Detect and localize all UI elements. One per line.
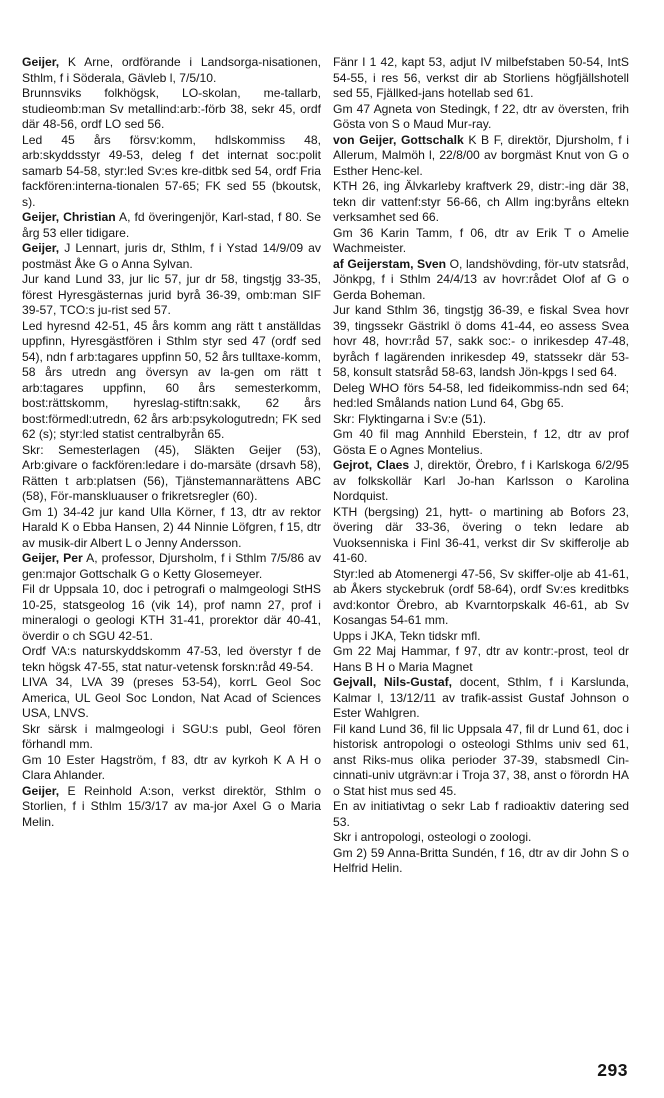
entry-text-paragraph bbox=[22, 722, 321, 753]
entry-text: J Lennart, juris dr, Sthlm, f i Ystad 14/9/09 av postmäst Åke G o Anna Sylvan. bbox=[22, 241, 321, 271]
entry-text-paragraph bbox=[22, 675, 321, 722]
entry-text: Styr:led ab Atomenergi 47-56, Sv skiffer-olje ab 41-61, ab Åkers styckebruk (ordf 58-64), ordf Sv:es kreditbks avd:kontor Örebro, ab Kvarntorpskalk 46-61, ab Sv Kosangas 54-61 mm. bbox=[333, 566, 629, 627]
entry-paragraph bbox=[333, 257, 629, 304]
entry-name: Geijer, bbox=[22, 55, 60, 69]
entry-text-paragraph bbox=[333, 55, 629, 102]
entry-text: Skr i antropologi, osteologi o zoologi. bbox=[333, 830, 532, 844]
entry-text-paragraph bbox=[22, 272, 321, 319]
entry-text: Gm 47 Agneta von Stedingk, f 22, dtr av översten, frih Gösta von S o Maud Mur-ray. bbox=[333, 101, 629, 131]
entry-name: Geijer, Per bbox=[22, 551, 83, 565]
entry-text: O, landshövding, för-utv statsråd, Jönkpg, f i Sthlm 24/4/13 av hovr:rådet Olof af G o Gerda Boheman. bbox=[333, 256, 629, 302]
entry-text-paragraph bbox=[22, 86, 321, 133]
entry-text: Gm 22 Maj Hammar, f 97, dtr av kontr:-prost, teol dr Hans B H o Maria Magnet bbox=[333, 644, 629, 674]
entry-text: Gm 10 Ester Hagström, f 83, dtr av kyrkoh K A H o Clara Ahlander. bbox=[22, 752, 321, 782]
entry-text-paragraph bbox=[333, 427, 629, 458]
entry-text: Fil kand Lund 36, fil lic Uppsala 47, fil dr Lund 61, doc i historisk antropologi o osteologi Sthlms univ sed 61, anst Riks-mus olika perioder 37-39, stabsmedl Cin-cinnati-univ utgrävn:ar i Troja 37, 38, anst o förordn HA o Stat hist mus sed 45. bbox=[333, 721, 629, 798]
entry-text: K Arne, ordförande i Landsorga-nisationen, Sthlm, f i Söderala, Gävleb l, 7/5/10. bbox=[22, 55, 321, 85]
entry-name: Gejvall, Nils-Gustaf, bbox=[333, 675, 453, 689]
entry-text: Gm 2) 59 Anna-Britta Sundén, f 16, dtr av dir John S o Helfrid Helin. bbox=[333, 845, 629, 875]
entry-text: Skr: Flyktingarna i Sv:e (51). bbox=[333, 411, 487, 426]
entry-text-paragraph bbox=[333, 303, 629, 381]
entry-text: Jur kand Sthlm 36, tingstjg 36-39, e fiskal Svea hovr 39, tingssekr Gästrikl ö doms 41-44, eo assess Svea hovr 48, hovr:råd 57, sakk soc:- o inrikesdep 47-48, byråch f lagärenden inrikesdep 49, statssekr där 53-58, konsult statsråd 58-63, landsh Jön-kpgs l sed 64. bbox=[333, 303, 629, 379]
entry-text: Led hyresnd 42-51, 45 års komm ang rätt t anställdas uppfinn, Hyresgästfören i Sthlm styr sed 47 (ordf sed 54), ndn f arb:tagares uppfinn 50, 52 års tulltaxe-komm, 58 års utredn ang översyn av la-gen om rätt t arb:tagares uppfinn, 60 års semesterkomm, bost:rättskomm, hyreslag-stiftn:sakk, 62 års bost:förmedl:utredn, 62 års arb:psykologutredn; FK sed 62 (s); styr:led statist centralbyrån 65. bbox=[22, 318, 321, 441]
entry-text-paragraph bbox=[22, 582, 321, 644]
entry-text-paragraph bbox=[333, 846, 629, 877]
entry-paragraph bbox=[22, 784, 321, 831]
entry-paragraph bbox=[22, 55, 321, 86]
entry-text-paragraph bbox=[333, 722, 629, 800]
entry-text: KTH (bergsing) 21, hytt- o martining ab Bofors 23, övering där 33-36, övering o tekn ledare ab Vuoksenniska i Finl 36-41, verkst dir Sv skifferolje ab 41-60. bbox=[333, 504, 629, 565]
entry-text: Fänr I 1 42, kapt 53, adjut IV milbefstaben 50-54, IntS 54-55, i res 56, verkst dir ab Storliens högfjällshotell sed 55, Fjällked-jans hotellab sed 61. bbox=[333, 55, 629, 100]
entry-text: Jur kand Lund 33, jur lic 57, jur dr 58, tingstjg 33-35, förest Hyresgästernas jurid byrå 36-39, omb:man SIF 39-57, TCO:s ju-rist sed 57. bbox=[22, 272, 321, 317]
entry-text: A, fd överingenjör, Karl-stad, f 80. Se årg 53 eller tidigare. bbox=[22, 210, 321, 240]
entry-text: Upps i JKA, Tekn tidskr mfl. bbox=[333, 628, 481, 643]
entry-text: Brunnsviks folkhögsk, LO-skolan, me-tallarb, studieomb:man Sv metallind:arb:-förb 38, sekr 45, ordf där 48-56, ordf LO sed 56. bbox=[22, 86, 321, 131]
entry-text-paragraph bbox=[22, 644, 321, 675]
entry-text: docent, Sthlm, f i Karslunda, Kalmar l, 13/12/11 av trafik-assist Gustaf Johnson o Ester Wahlgren. bbox=[333, 675, 629, 720]
entry-text-paragraph bbox=[333, 179, 629, 226]
entry-name: Geijer, bbox=[22, 783, 60, 798]
entry-name: Geijer, Christian bbox=[22, 210, 116, 224]
entry-text: LIVA 34, LVA 39 (preses 53-54), korrL Geol Soc America, UL Geol Soc London, Nat Acad of Sciences USA, LNVS. bbox=[22, 675, 321, 720]
entry-text-paragraph bbox=[22, 133, 321, 211]
entry-paragraph bbox=[22, 241, 321, 272]
entry-text: J, direktör, Örebro, f i Karlskoga 6/2/95 av folkskollär Karl Jo-han Karlsson o Karolina Nordquist. bbox=[333, 458, 629, 503]
entry-text-paragraph bbox=[333, 505, 629, 567]
entry-text-paragraph bbox=[333, 567, 629, 629]
entry-text: Ordf VA:s naturskyddskomm 47-53, led överstyr f de tekn högsk 47-55, stat natur-vetensk forskn:råd 49-54. bbox=[22, 644, 321, 674]
entry-text-paragraph bbox=[333, 412, 629, 428]
entry-text-paragraph bbox=[22, 319, 321, 443]
entry-text: Gm 40 fil mag Annhild Eberstein, f 12, dtr av prof Gösta E o Agnes Montelius. bbox=[333, 427, 629, 457]
entry-paragraph bbox=[333, 458, 629, 505]
entry-paragraph bbox=[333, 133, 629, 180]
entry-paragraph bbox=[22, 551, 321, 582]
entry-text-paragraph bbox=[22, 443, 321, 505]
entry-name: Gejrot, Claes bbox=[333, 458, 410, 472]
entry-text-paragraph bbox=[333, 226, 629, 257]
entry-text: Gm 1) 34-42 jur kand Ulla Körner, f 13, dtr av rektor Harald K o Ebba Hansen, 2) 44 Ninnie Löfgren, f 15, dtr av musik-dir Albert L o Jenny Andersson. bbox=[22, 504, 321, 550]
entry-text: Skr särsk i malmgeologi i SGU:s publ, Geol fören förhandl mm. bbox=[22, 721, 321, 751]
entry-name: von Geijer, Gottschalk bbox=[333, 132, 464, 147]
entry-text: Gm 36 Karin Tamm, f 06, dtr av Erik T o Amelie Wachmeister. bbox=[333, 225, 629, 255]
entry-paragraph bbox=[22, 210, 321, 241]
entry-text: E Reinhold A:son, verkst direktör, Sthlm o Storlien, f i Sthlm 15/3/17 av ma-jor Axel G o Maria Melin. bbox=[22, 783, 321, 829]
entry-text-paragraph bbox=[333, 644, 629, 675]
entry-text: Fil dr Uppsala 10, doc i petrografi o malmgeologi StHS 10-25, statsgeolog 16 (vik 14), prof namn 27, prof i mineralogi o geologi KTH 31-41, prorektor där 40-41, överdir o ch SGU 42-51. bbox=[22, 582, 321, 643]
entry-text: Led 45 års försv:komm, hdlskommiss 48, arb:skyddsstyr 49-53, deleg f det internat soc:polit samarb 54-58, styr:led Sv:es kre-ditbk sed 54, ordf Fria fackfören:interna-tionalen 57-65; FK sed 55 (bkoutsk, s). bbox=[22, 132, 321, 209]
entry-paragraph bbox=[333, 675, 629, 722]
entry-name: af Geijerstam, Sven bbox=[333, 256, 447, 271]
entry-name: Geijer, bbox=[22, 241, 60, 255]
page-number: 293 bbox=[597, 1060, 628, 1080]
entry-text-paragraph bbox=[333, 799, 629, 830]
entry-text: A, professor, Djursholm, f i Sthlm 7/5/86 av gen:major Gottschalk G o Ketty Glosemeyer. bbox=[22, 551, 321, 581]
left-column bbox=[22, 55, 321, 830]
entry-text-paragraph bbox=[333, 102, 629, 133]
entry-text: Skr: Semesterlagen (45), Släkten Geijer (53), Arb:givare o fackfören:ledare i do-marsäte (drsavh 58), Rätten t arb:platsen (56), Tjänstemannarättens ABC (58), För-manskluauser o frikretsregler (60). bbox=[22, 442, 321, 503]
entry-text: KTH 26, ing Älvkarleby kraftverk 29, distr:-ing där 38, tekn dir vattenf:styr 56-66, ch Allm ing:byråns eltekn verksamhet sed 66. bbox=[333, 179, 629, 224]
right-column bbox=[333, 55, 629, 877]
entry-text: En av initiativtag o sekr Lab f radioaktiv datering sed 53. bbox=[333, 799, 629, 829]
entry-text-paragraph bbox=[22, 505, 321, 552]
entry-text-paragraph bbox=[333, 629, 629, 645]
entry-text: Deleg WHO förs 54-58, led fideikommiss-ndn sed 64; hed:led Smålands nation Lund 64, Gbg 65. bbox=[333, 380, 629, 410]
entry-text: K B F, direktör, Djursholm, f i Allerum, Malmöh l, 22/8/00 av borgmäst Knut von G o Esther Henc-kel. bbox=[333, 132, 629, 178]
entry-text-paragraph bbox=[22, 753, 321, 784]
entry-text-paragraph bbox=[333, 381, 629, 412]
entry-text-paragraph bbox=[333, 830, 629, 846]
